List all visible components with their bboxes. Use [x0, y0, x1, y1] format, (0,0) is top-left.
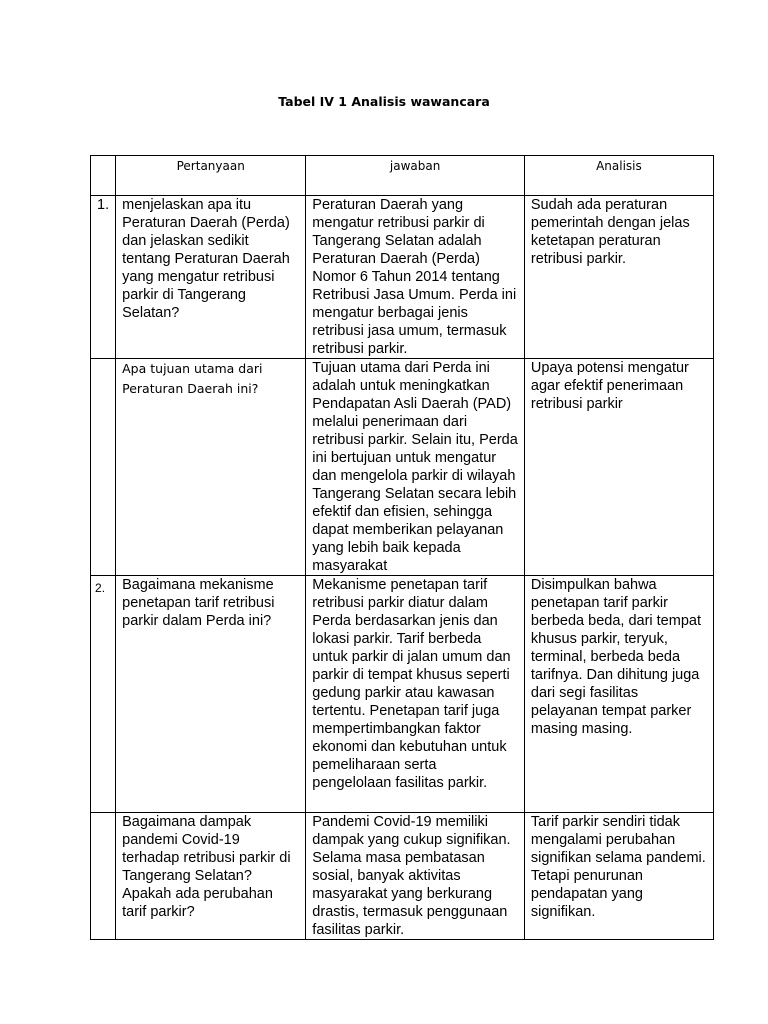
table-row — [91, 813, 714, 940]
row-number — [91, 359, 116, 576]
row-number: 2. — [91, 576, 116, 813]
analysis-cell: Disimpulkan bahwa penetapan tarif parkir berbeda beda, dari tempat khusus parkir, teryuk, terminal, berbeda beda tarifnya. Dan dihitung juga dari segi fasilitas pelayanan tempat parker masing masing. — [524, 576, 713, 813]
table-row — [91, 196, 714, 359]
row-number — [91, 813, 116, 940]
analysis-cell: Sudah ada peraturan pemerintah dengan jelas ketetapan peraturan retribusi parkir. — [524, 196, 713, 359]
header-pertanyaan: Pertanyaan — [116, 156, 306, 196]
header-number — [91, 156, 116, 196]
question-cell: Bagaimana dampak pandemi Covid-19 terhadap retribusi parkir di Tangerang Selatan? Apakah ada perubahan tarif parkir? — [116, 813, 306, 940]
analysis-cell: Tarif parkir sendiri tidak mengalami perubahan signifikan selama pandemi. Tetapi penurunan pendapatan yang signifikan. — [524, 813, 713, 940]
header-jawaban: jawaban — [306, 156, 525, 196]
row-number: 1. — [91, 196, 116, 359]
interview-analysis-table — [90, 155, 714, 940]
answer-cell: Tujuan utama dari Perda ini adalah untuk meningkatkan Pendapatan Asli Daerah (PAD) melalui penerimaan dari retribusi parkir. Selain itu, Perda ini bertujuan untuk mengatur dan mengelola parkir di wilayah Tangerang Selatan secara lebih efektif dan efisien, sehingga dapat memberikan pelayanan yang lebih baik kepada masyarakat — [306, 359, 525, 576]
header-analisis: Analisis — [524, 156, 713, 196]
analysis-cell: Upaya potensi mengatur agar efektif penerimaan retribusi parkir — [524, 359, 713, 576]
answer-cell: Pandemi Covid-19 memiliki dampak yang cukup signifikan. Selama masa pembatasan sosial, banyak aktivitas masyarakat yang berkurang drastis, termasuk penggunaan fasilitas parkir. — [306, 813, 525, 940]
question-cell: menjelaskan apa itu Peraturan Daerah (Perda) dan jelaskan sedikit tentang Peraturan Daerah yang mengatur retribusi parkir di Tangerang Selatan? — [116, 196, 306, 359]
answer-cell: Mekanisme penetapan tarif retribusi parkir diatur dalam Perda berdasarkan jenis dan lokasi parkir. Tarif berbeda untuk parkir di jalan umum dan parkir di tempat khusus seperti gedung parkir atau kawasan tertentu. Penetapan tarif juga mempertimbangkan faktor ekonomi dan kebutuhan untuk pemeliharaan serta pengelolaan fasilitas parkir. — [306, 576, 525, 813]
question-cell: Bagaimana mekanisme penetapan tarif retribusi parkir dalam Perda ini? — [116, 576, 306, 813]
table-row — [91, 359, 714, 576]
page-title: Tabel IV 1 Analisis wawancara — [278, 94, 490, 109]
answer-cell: Peraturan Daerah yang mengatur retribusi parkir di Tangerang Selatan adalah Peraturan Daerah (Perda) Nomor 6 Tahun 2014 tentang Retribusi Jasa Umum. Perda ini mengatur berbagai jenis retribusi jasa umum, termasuk retribusi parkir. — [306, 196, 525, 359]
question-cell: Apa tujuan utama dari Peraturan Daerah ini? — [116, 359, 306, 576]
table-row — [91, 576, 714, 813]
table-header-row — [91, 156, 714, 196]
